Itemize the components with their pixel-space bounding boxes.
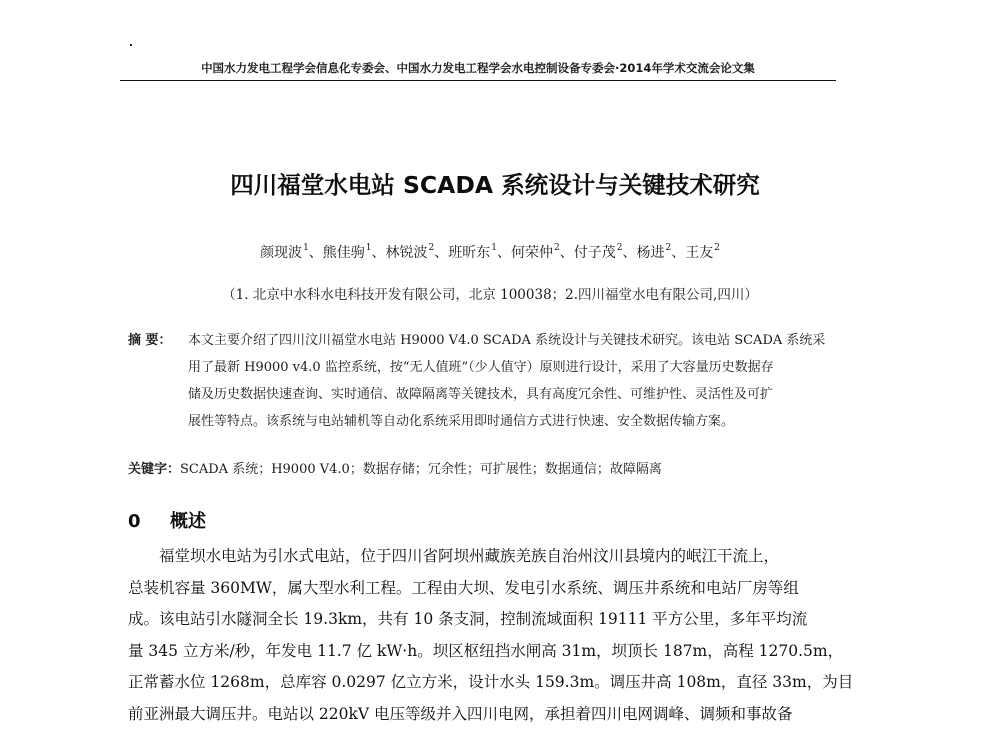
author-separator: 、 (497, 245, 511, 261)
author-name: 林锐波 (385, 245, 428, 261)
author-name: 何荣仲 (511, 245, 553, 261)
author-separator: 、 (559, 245, 574, 261)
affiliations: （1. 北京中水科水电科技开发有限公司，北京 100038；2.四川福堂水电有限公司,四川） (222, 287, 758, 303)
section-heading (128, 507, 206, 533)
running-header: 中国水力发电工程学会信息化专委会、中国水力发电工程学会水电控制设备专委会·2014年学术交流会论文集 (201, 61, 755, 75)
body-line: 成。该电站引水隧洞全长 19.3km，共有 10 条支洞，控制流域面积 19111 平方公里，多年平均流 (128, 610, 808, 628)
author-list (140, 242, 840, 262)
keywords-label: 关键字： (128, 462, 181, 477)
body-line: 量 345 立方米/秒，年发电 11.7 亿 kW·h。坝区枢纽挡水闸高 31m，坝顶长 187m，高程 1270.5m， (128, 641, 844, 660)
author-name: 颜现波 (260, 245, 303, 261)
author-name: 付子茂 (573, 245, 616, 261)
author-affiliation-mark: 2 (554, 243, 560, 253)
author-affiliation-mark: 1 (365, 243, 372, 253)
body-line: 福堂坝水电站为引水式电站，位于四川省阿坝州藏族羌族自治州汶川县境内的岷江干流上， (159, 547, 780, 565)
body-line: 正常蓄水位 1268m，总库容 0.0297 亿立方米，设计水头 159.3m。调压井高 108m，直径 33m，为目 (128, 673, 854, 691)
header-rule (120, 80, 836, 81)
abstract-line: 储及历史数据快速查询、实时通信、故障隔离等关键技术，具有高度冗余性、可维护性、灵活性及可扩 (188, 387, 774, 402)
author-name: 班昕东 (448, 245, 491, 261)
body-line: 总装机容量 360MW，属大型水利工程。工程由大坝、发电引水系统、调压井系统和电站厂房等组 (128, 578, 799, 597)
body-line: 前亚洲最大调压井。电站以 220kV 电压等级并入四川电网，承担着四川电网调峰、调频和事故备 (128, 704, 793, 723)
author-affiliation-mark: 2 (428, 243, 435, 253)
abstract-line: 本文主要介绍了四川汶川福堂水电站 H9000 V4.0 SCADA 系统设计与关键技术研究。该电站 SCADA 系统采 (188, 333, 826, 348)
author-affiliation-mark: 1 (303, 243, 309, 253)
author-affiliation-mark: 2 (714, 243, 720, 253)
scan-speck (130, 44, 132, 46)
author-affiliation-mark: 2 (665, 243, 672, 253)
section-number: 0 (128, 511, 141, 532)
author-name: 杨进 (636, 245, 665, 261)
author-separator: 、 (371, 245, 386, 261)
author-separator: 、 (308, 245, 323, 261)
section-body (128, 541, 873, 730)
author-name: 熊佳驹 (322, 245, 365, 261)
keywords-text: SCADA 系统；H9000 V4.0；数据存储；冗余性；可扩展性；数据通信；故障隔离 (180, 462, 662, 477)
author-affiliation-mark: 1 (491, 243, 497, 253)
paper-title: 四川福堂水电站 SCADA 系统设计与关键技术研究 (230, 171, 760, 199)
section-title: 概述 (170, 511, 206, 532)
abstract-line: 用了最新 H9000 v4.0 监控系统，按“无人值班”（少人值守）原则进行设计，采用了大容量历史数据存 (188, 360, 774, 375)
author-separator: 、 (671, 245, 686, 261)
author-separator: 、 (434, 245, 449, 261)
author-name: 王友 (685, 245, 714, 261)
abstract-line: 展性等特点。该系统与电站辅机等自动化系统采用即时通信方式进行快速、安全数据传输方案。 (188, 414, 735, 429)
keywords (128, 458, 868, 477)
abstract (128, 327, 868, 435)
abstract-label: 摘 要： (128, 333, 172, 348)
author-affiliation-mark: 2 (616, 243, 623, 253)
author-separator: 、 (622, 245, 637, 261)
